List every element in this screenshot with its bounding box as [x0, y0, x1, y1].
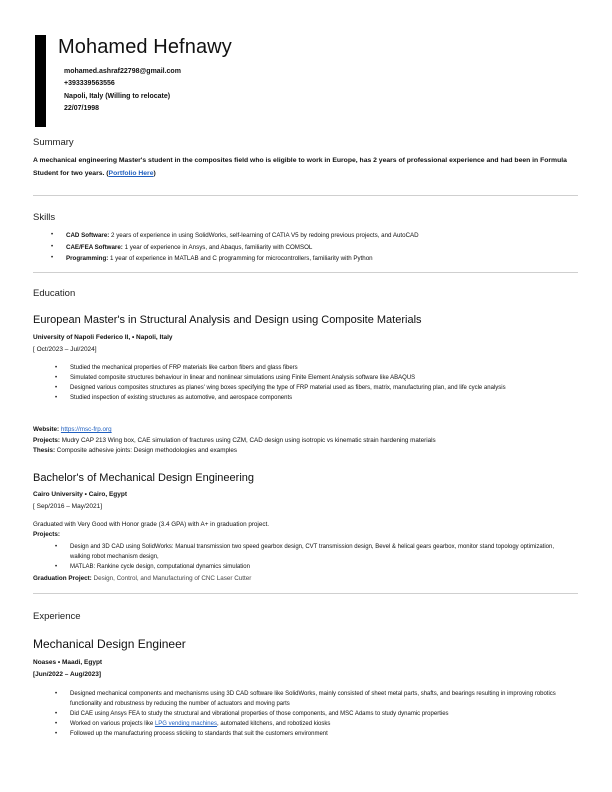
portfolio-link[interactable]: Portfolio Here [108, 169, 154, 177]
list-item: • Designed mechanical components and mechanisms using 3D CAD software like SolidWorks, mainly consisted of sheet metal parts, shafts, and bearings resulting in improving robotics functionality and robustness by reducing the number of actuators and moving parts [70, 689, 570, 709]
candidate-name: Mohamed Hefnawy [58, 36, 232, 58]
divider [33, 593, 578, 594]
section-title-skills: Skills [33, 212, 56, 223]
masters-degree-title: European Master's in Structural Analysis and Design using Composite Materials [33, 314, 422, 326]
contact-location: Napoli, Italy (Willing to relocate) [64, 92, 171, 100]
list-item: • Designed various composites structures as planes' wing boxes specifying the type of FRP material used as fibers, matrix, manufacturing plan, and life cycle analysis [70, 383, 570, 393]
lpg-vending-link[interactable]: LPG vending machines [154, 721, 217, 727]
list-item: • Simulated composite structures behaviour in linear and nonlinear simulations using Finite Element Analysis software like ABAQUS [70, 373, 570, 383]
list-item: • Worked on various projects like LPG vending machines, automated kitchens, and robotized kiosks [70, 719, 570, 729]
list-item: • CAE/FEA Software: 1 year of experience in Ansys, and Abaqus, familiarity with COMSOL [66, 242, 566, 254]
list-item: • CAD Software: 2 years of experience in using SolidWorks, self-learning of CATIA V5 by redoing previous projects, and AutoCAD [66, 230, 566, 242]
list-item: • Studied the mechanical properties of FRP materials like carbon fibers and glass fibers [70, 363, 570, 373]
masters-bullets [70, 363, 570, 403]
masters-dates: [ Oct/2023 – Jul/2024] [33, 346, 97, 353]
experience-company: Noases • Maadi, Egypt [33, 659, 103, 666]
contact-date: 22/07/1998 [64, 104, 100, 112]
list-item: • Programming: 1 year of experience in MATLAB and C programming for microcontrollers, familiarity with Python [66, 253, 566, 265]
bachelors-degree-title: Bachelor's of Mechanical Design Engineering [33, 472, 255, 484]
bachelors-bullets [70, 542, 570, 572]
masters-institution: University of Napoli Federico II, • Napoli, Italy [33, 334, 173, 341]
summary-close: ) [153, 169, 156, 177]
masters-details: Website: https://msc-frp.org Projects: Mudry CAP 213 Wing box, CAE simulation of fractures using CZM, CAD design using isotropic vs kinematic strain hardening materials Thesis: Composite adhesive joints: Design methodologies and examples [33, 426, 436, 454]
contact-block [64, 66, 181, 115]
experience-bullets [70, 689, 570, 739]
contact-email[interactable]: mohamed.ashraf22798@gmail.com [64, 68, 181, 75]
list-item: • Studied inspection of existing structures as automotive, and aerospace components [70, 393, 570, 403]
list-item: • Did CAE using Ansys FEA to study the structural and vibrational properties of those components, and MSC Adams to study dynamic properties [70, 709, 570, 719]
section-title-summary: Summary [33, 137, 74, 148]
summary-body: A mechanical engineering Master's student in the composites field who is eligible to work in Europe, has 2 years of professional experience and had been in Formula Student for two years. ( [33, 157, 567, 177]
bachelors-dates: [ Sep/2016 – May/2021] [33, 503, 103, 510]
list-item: • MATLAB: Rankine cycle design, computational dynamics simulation [70, 562, 570, 572]
graduation-project: Graduation Project: Design, Control, and Manufacturing of CNC Laser Cutter [33, 575, 252, 582]
divider [33, 195, 578, 196]
section-title-education: Education [33, 288, 76, 299]
divider [33, 272, 578, 273]
section-title-experience: Experience [33, 611, 81, 622]
contact-phone: +393339563556 [64, 80, 115, 88]
header-accent-bar [35, 35, 46, 127]
bachelors-grade: Graduated with Very Good with Honor grade (3.4 GPA) with A+ in graduation project. [33, 521, 269, 528]
experience-role: Mechanical Design Engineer [33, 637, 186, 651]
website-link[interactable]: https://msc-frp.org [60, 426, 112, 433]
bachelors-institution: Cairo University • Cairo, Egypt [33, 491, 128, 498]
list-item: • Followed up the manufacturing process sticking to standards that suit the customers environment [70, 729, 570, 739]
experience-dates: [Jun/2022 – Aug/2023] [33, 671, 102, 678]
skills-list [66, 230, 566, 265]
bachelors-projects-label: Projects: [33, 531, 60, 538]
summary-text [33, 155, 581, 180]
list-item: • Design and 3D CAD using SolidWorks: Manual transmission two speed gearbox design, CVT transmission design, Bevel & helical gears gearbox, monitor stand topology optimization, walking robot mechanism design, [70, 542, 570, 562]
